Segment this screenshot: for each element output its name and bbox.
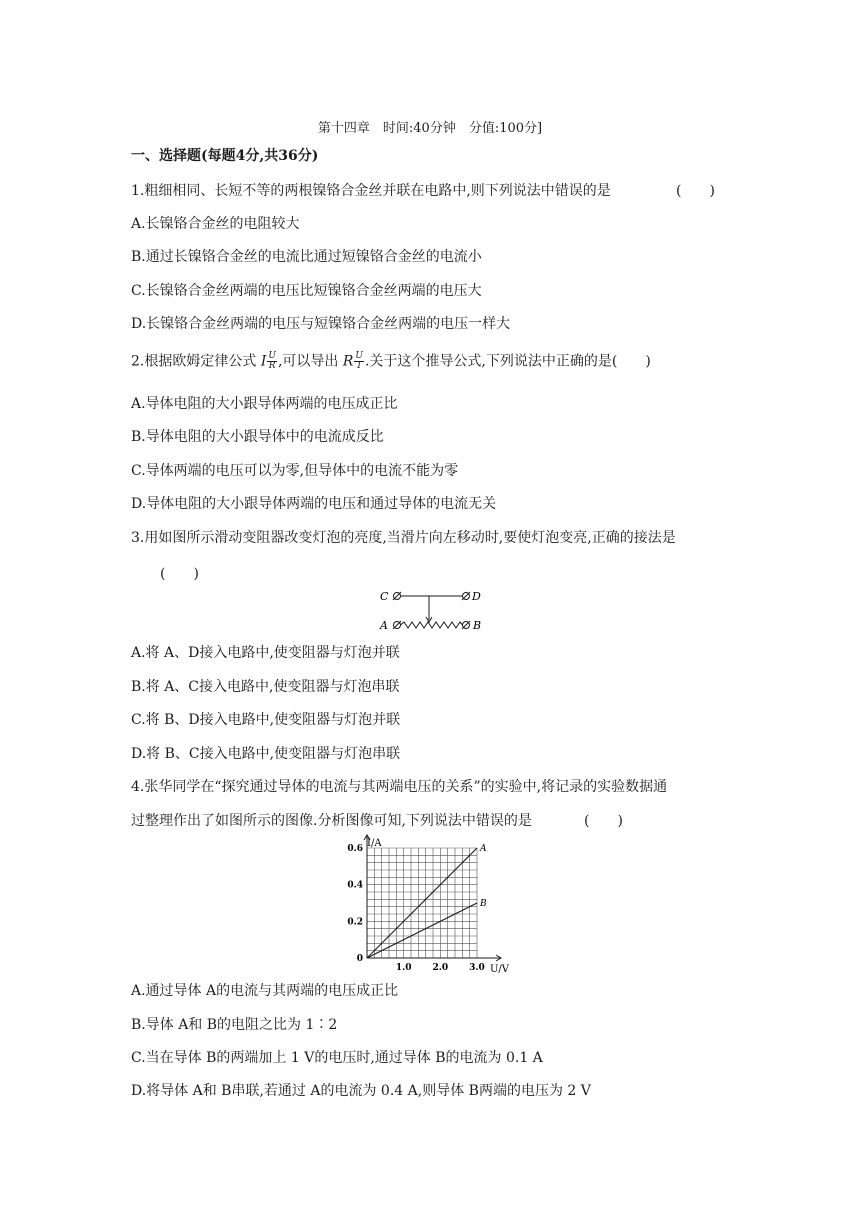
- question-2-option-b: B.导体电阻的大小跟导体中的电流成反比: [131, 429, 384, 445]
- series-label-b: B: [480, 899, 487, 909]
- question-2-text-c: .关于这个推导公式,下列说法中正确的是( ): [364, 353, 651, 370]
- y-tick-label: 0.4: [347, 880, 363, 891]
- answer-blank: ( ): [676, 183, 715, 199]
- question-4-option-d: D.将导体 A和 B串联,若通过 A的电流为 0.4 A,则导体 B两端的电压为 2 V: [131, 1083, 591, 1099]
- question-2-stem: [131, 352, 651, 371]
- x-tick-label: 2.0: [432, 963, 449, 973]
- answer-blank: ( ): [160, 566, 199, 582]
- question-2-text-b: ,可以导出: [277, 353, 343, 370]
- y-tick-label: 0.2: [347, 917, 363, 928]
- y-tick-label: 0: [356, 954, 363, 964]
- series-line-a: [367, 848, 477, 958]
- series-label-a: A: [480, 844, 487, 854]
- terminal-label-d: D: [472, 590, 481, 603]
- fraction-numerator: U: [355, 351, 363, 361]
- question-4-option-a: A.通过导体 A的电流与其两端的电压成正比: [131, 983, 399, 999]
- section-title: 一、选择题(每题4分,共36分): [131, 148, 319, 164]
- question-4-option-c: C.当在导体 B的两端加上 1 V的电压时,通过导体 B的电流为 0.1 A: [131, 1050, 543, 1066]
- x-axis-label: U/V: [490, 964, 510, 975]
- y-axis-label: I/A: [367, 838, 382, 849]
- fraction-denominator: R: [268, 361, 276, 371]
- fraction-denominator: I: [357, 361, 361, 371]
- question-4-option-b: B.导体 A和 B的电阻之比为 1∶2: [131, 1017, 338, 1033]
- top-bar: [393, 592, 470, 600]
- question-3-option-a: A.将 A、D接入电路中,使变阻器与灯泡并联: [131, 645, 400, 661]
- answer-blank: ( ): [584, 813, 623, 829]
- question-1-stem: [131, 182, 715, 200]
- question-3-option-c: C.将 B、D接入电路中,使变阻器与灯泡并联: [131, 712, 401, 728]
- question-3-option-b: B.将 A、C接入电路中,使变阻器与灯泡串联: [131, 679, 400, 695]
- chapter-header: 第十四章 时间:40分钟 分值:100分]: [317, 121, 543, 136]
- series-line-b: [367, 903, 477, 958]
- resistance-wire: [393, 621, 470, 629]
- question-2-option-c: C.导体两端的电压可以为零,但导体中的电流不能为零: [131, 463, 459, 479]
- question-4-text: 过整理作出了如图所示的图像.分析图像可知,下列说法中错误的是: [131, 813, 532, 829]
- slider-contact: [426, 596, 432, 622]
- question-3-option-d: D.将 B、C接入电路中,使变阻器与灯泡串联: [131, 746, 401, 762]
- question-1-option-d: D.长镍铬合金丝两端的电压与短镍铬合金丝两端的电压一样大: [131, 316, 511, 332]
- question-2-text-a: 2.根据欧姆定律公式: [131, 353, 261, 370]
- question-2-option-d: D.导体电阻的大小跟导体两端的电压和通过导体的电流无关: [131, 496, 497, 512]
- chart-series: [367, 844, 487, 958]
- fraction-numerator: U: [268, 351, 276, 361]
- current-voltage-graph: [340, 830, 530, 978]
- question-4-stem-line-1: 4.张华同学在“探究通过导体的电流与其两端电压的关系”的实验中,将记录的实验数据通: [131, 779, 668, 795]
- rheostat-figure: [376, 584, 486, 632]
- question-1-option-a: A.长镍铬合金丝的电阻较大: [131, 216, 300, 232]
- terminal-label-c: C: [380, 590, 389, 603]
- question-1-text: 1.粗细相同、长短不等的两根镍铬合金丝并联在电路中,则下列说法中错误的是: [131, 183, 611, 199]
- formula-current-symbol: I: [260, 353, 267, 370]
- formula-fraction-2: [354, 352, 364, 371]
- terminal-label-a: A: [380, 619, 388, 632]
- question-3-stem: 3.用如图所示滑动变阻器改变灯泡的亮度,当滑片向左移动时,要使灯泡变亮,正确的接法是: [131, 530, 676, 546]
- formula-fraction-1: [267, 352, 277, 371]
- terminal-label-b: B: [473, 619, 482, 632]
- question-4-stem-line-2: [131, 812, 623, 830]
- question-2-option-a: A.导体电阻的大小跟导体两端的电压成正比: [131, 396, 398, 412]
- question-1-option-b: B.通过长镍铬合金丝的电流比通过短镍铬合金丝的电流小: [131, 249, 482, 265]
- y-tick-label: 0.6: [347, 844, 363, 854]
- formula-resistance-symbol: R: [342, 353, 354, 370]
- x-tick-label: 3.0: [469, 963, 485, 973]
- question-1-option-c: C.长镍铬合金丝两端的电压比短镍铬合金丝两端的电压大: [131, 283, 482, 299]
- x-tick-label: 1.0: [395, 963, 412, 973]
